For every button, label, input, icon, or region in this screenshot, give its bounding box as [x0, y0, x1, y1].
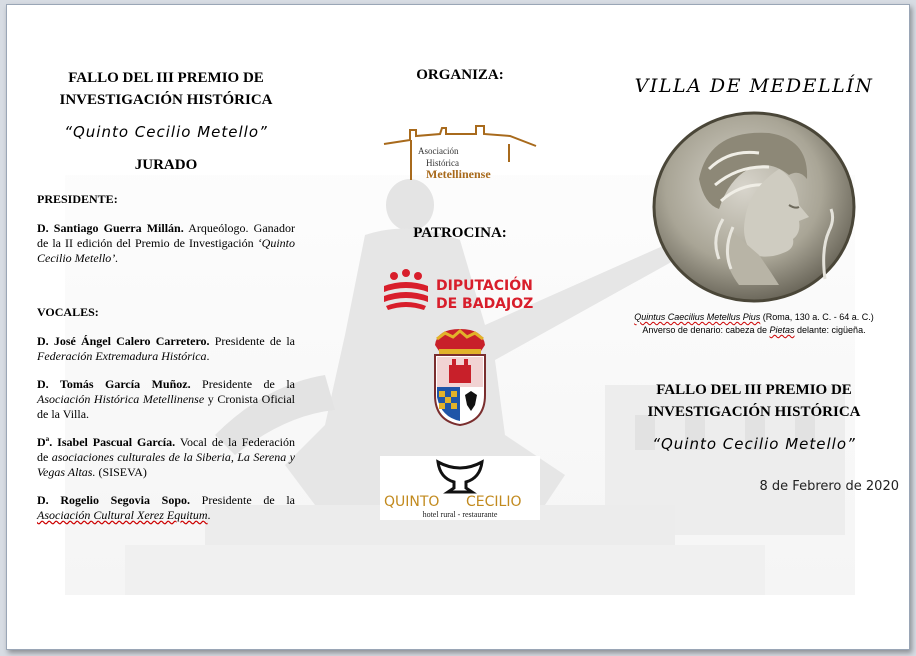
vocal2-desc: Presidente de la: [190, 377, 295, 391]
vocal2-name: D. Tomás García Muñoz.: [37, 377, 191, 391]
vocal1-end: .: [206, 349, 210, 363]
vocales-heading: VOCALES:: [37, 305, 99, 319]
coin-caption-italic: Quintus Caecilius Metellus Pius: [634, 312, 761, 322]
vocal-entry-1: [37, 334, 295, 364]
aso-logo-line2: Histórica: [426, 158, 459, 168]
vocal1-desc: Presidente de la: [209, 334, 295, 348]
vocal4-italic: Asociación Cultural Xerez Equitum: [37, 508, 208, 522]
vocal3-name: Dª. Isabel Pascual García.: [37, 435, 176, 449]
right-title-line2: INVESTIGACIÓN HISTÓRICA: [647, 404, 861, 420]
aso-logo-line1: Asociación: [418, 146, 459, 156]
right-panel: [609, 67, 899, 494]
patrocina-heading: PATROCINA:: [413, 225, 507, 241]
middle-panel: [375, 67, 545, 520]
vocal4-desc: Presidente de la: [190, 493, 295, 507]
aso-logo-line3: Metellinense: [426, 167, 491, 181]
hotel-quinto-cecilio-logo: [380, 456, 540, 520]
coat-of-arms-image: [425, 325, 495, 429]
president-desc-italic: ‘Quinto Cecilio Metello’.: [37, 236, 295, 265]
vocal4-end: .: [207, 508, 211, 522]
diputacion-badajoz-logo: [380, 268, 540, 314]
vocal1-name: D. José Ángel Calero Carretero.: [37, 334, 210, 348]
asociacion-historica-logo: [380, 120, 540, 182]
vocal1-italic: Federación Extremadura Histórica: [37, 349, 207, 363]
vocal3-italic: asociaciones culturales de la Siberia, La Serena y Vegas Altas.: [37, 450, 295, 479]
coin-caption-line1: [609, 312, 899, 322]
left-prize-name: “Quinto Cecilio Metello”: [64, 123, 268, 141]
vocal3-end: (SISEVA): [95, 465, 147, 479]
hotel-logo-name1: QUINTO: [384, 494, 440, 510]
vocal4-name: D. Rogelio Segovia Sopo.: [37, 493, 191, 507]
hotel-logo-name2: CECILIO: [466, 494, 522, 510]
vocal2-end: y Cronista Oficial de la Villa.: [37, 392, 295, 421]
organiza-heading: ORGANIZA:: [416, 67, 504, 83]
coin-caption2-b: delante: cigüeña.: [794, 325, 866, 335]
vocal3-desc: Vocal de la Federación de: [37, 435, 296, 464]
brochure-page: [6, 4, 910, 650]
coin-caption-line2: [609, 325, 899, 335]
villa-title: VILLA DE MEDELLÍN: [634, 75, 874, 97]
president-entry: [37, 221, 295, 266]
jury-heading: JURADO: [134, 157, 198, 173]
vocal-entry-3: [37, 435, 295, 480]
vocal2-italic: Asociación Histórica Metellinense: [37, 392, 205, 406]
dipu-line2: DE BADAJOZ: [436, 296, 534, 312]
left-title-line1: FALLO DEL III PREMIO DE: [68, 70, 264, 86]
hotel-logo-sub: hotel rural - restaurante: [422, 510, 498, 519]
right-prize-name: “Quinto Cecilio Metello”: [652, 435, 856, 453]
vocal-entry-2: [37, 377, 295, 422]
left-title-line2: INVESTIGACIÓN HISTÓRICA: [59, 92, 273, 108]
dipu-line1: DIPUTACIÓN: [436, 278, 533, 294]
left-panel: [37, 67, 295, 536]
coin-caption2-a: Anverso de denario: cabeza de: [642, 325, 770, 335]
roman-coin-image: [649, 109, 859, 305]
event-date: 8 de Febrero de 2020: [759, 479, 899, 494]
vocal-entry-4: [37, 493, 295, 523]
president-heading: PRESIDENTE:: [37, 192, 118, 206]
president-desc: Arqueólogo. Ganador de la II edición del Premio de Investigación: [37, 221, 295, 250]
coin-caption2-italic: Pietas: [769, 325, 795, 335]
right-title-line1: FALLO DEL III PREMIO DE: [656, 382, 852, 398]
president-name: D. Santiago Guerra Millán.: [37, 221, 184, 235]
coin-caption-rest: (Roma, 130 a. C. - 64 a. C.): [760, 312, 874, 322]
